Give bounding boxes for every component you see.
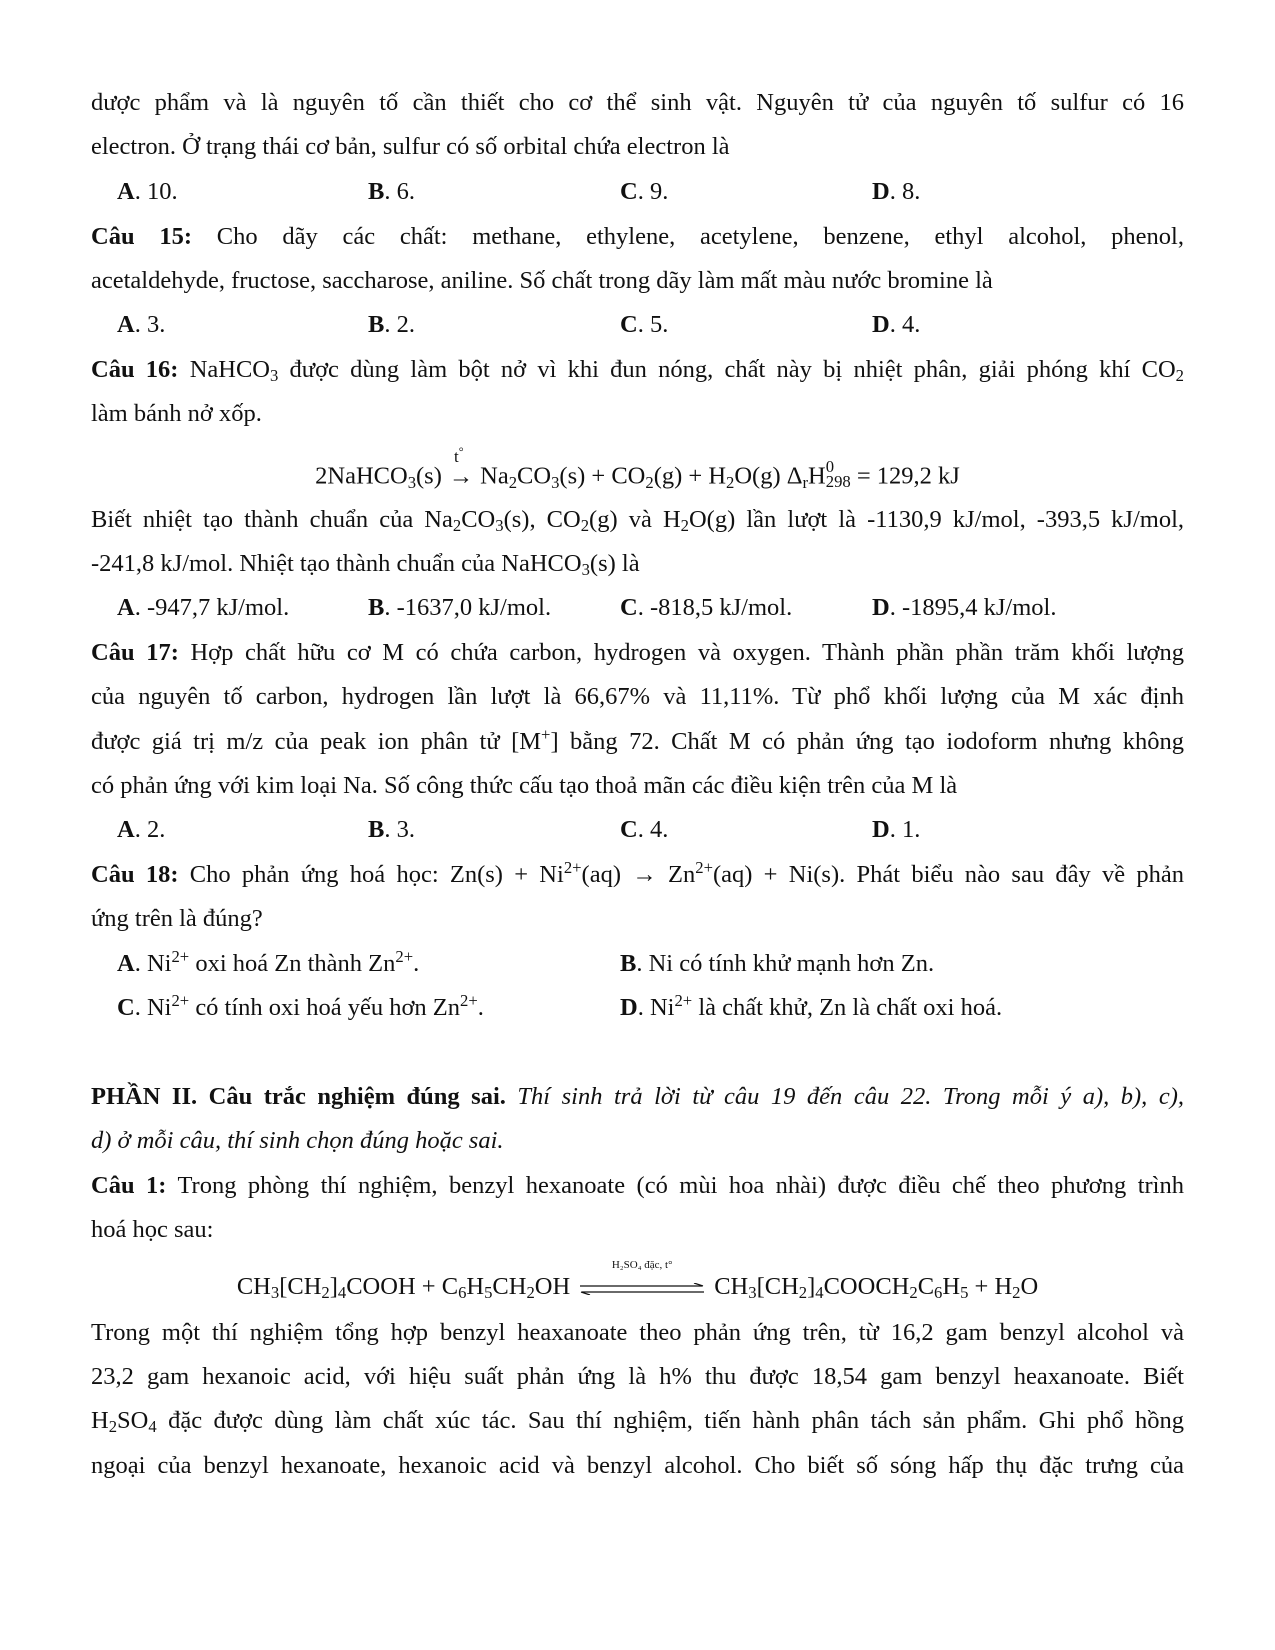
q18-option-c: C. $Ni^{2+}$ có tính oxi hoá yếu hơn $Zn^{2+}$.	[117, 990, 484, 1021]
q1-line-5: $H_2SO_4$ đặc được dùng làm chất xúc tác. Sau thí nghiệm, tiến hành phân tách sản phẩm. Ghi phổ hồng	[91, 1407, 1184, 1437]
q17-option-d: D. 1.	[872, 816, 921, 843]
q18-line-1: Câu 18: Cho phản ứng hoá học: $Zn(s) + Ni^{2+}(aq) \to Zn^{2+}(aq) + Ni(s)$. Phát biểu nào sau đây về phản	[91, 857, 1184, 888]
q16-line-4: -241,8 kJ/mol. Nhiệt tạo thành chuẩn của NaHCO$_3$(s) là	[91, 550, 640, 580]
part2-heading: PHẦN II. Câu trắc nghiệm đúng sai. Thí sinh trả lời từ câu 19 đến câu 22. Trong mỗi ý a), b), c),	[91, 1083, 1184, 1110]
q17-line-4: có phản ứng với kim loại Na. Số công thức cấu tạo thoả mãn các điều kiện trên của M là	[91, 772, 958, 799]
q16-option-a: A. -947,7 kJ/mol.	[117, 594, 290, 621]
reaction-arrow-heat: t° →	[448, 444, 474, 490]
q16-thermo-equation: 2NaHCO$_3$(s) t° → $Na_2CO_3(s) + CO_2(g) + H_2O(g)$ $\Delta_rH$ 0 298 = 129,2 kJ	[315, 444, 960, 492]
q15-option-c: C. 5.	[620, 311, 669, 338]
q18-option-b: B. Ni có tính khử mạnh hơn Zn.	[620, 950, 935, 977]
q18-option-d: D. $Ni^{2+}$ là chất khử, Zn là chất oxi hoá.	[620, 990, 1003, 1021]
q1-line-6: ngoại của benzyl hexanoate, hexanoic acid và benzyl alcohol. Cho biết số sóng hấp thụ đặc trưng của	[91, 1452, 1184, 1479]
q16-line-1: Câu 16: NaHCO$_3$ được dùng làm bột nở vì khi đun nóng, chất này bị nhiệt phân, giải phóng khí $CO_2$	[91, 356, 1184, 386]
q14-option-a: A. 10.	[117, 178, 178, 205]
q16-line-2: làm bánh nở xốp.	[91, 400, 262, 427]
q17-line-1: Câu 17: Hợp chất hữu cơ M có chứa carbon, hydrogen và oxygen. Thành phần phần trăm khối lượng	[91, 639, 1184, 666]
q16-line-3: Biết nhiệt tạo thành chuẩn của $Na_2CO_3(s)$, $CO_2(g)$ và $H_2O(g)$ lần lượt là -1130,9 kJ/mol, -393,5 kJ/mol,	[91, 506, 1185, 536]
q14-line-1: dược phẩm và là nguyên tố cần thiết cho cơ thể sinh vật. Nguyên tử của nguyên tố sulfur có 16	[91, 89, 1184, 116]
q16-option-d: D. -1895,4 kJ/mol.	[872, 594, 1057, 621]
equilibrium-arrow: H₂SO₄ đặc, t°	[578, 1273, 706, 1303]
q14-option-b: B. 6.	[368, 178, 415, 205]
q17-option-b: B. 3.	[368, 816, 415, 843]
q15-option-d: D. 4.	[872, 311, 921, 338]
q18-option-a: A. $Ni^{2+}$ oxi hoá Zn thành $Zn^{2+}$.	[117, 946, 420, 977]
q1-line-2: hoá học sau:	[91, 1216, 214, 1243]
q16-option-c: C. -818,5 kJ/mol.	[620, 594, 793, 621]
q18-line-2: ứng trên là đúng?	[91, 905, 263, 932]
q17-option-c: C. 4.	[620, 816, 669, 843]
q17-line-2: của nguyên tố carbon, hydrogen lần lượt là 66,67% và 11,11%. Từ phổ khối lượng của M xác định	[91, 683, 1184, 710]
q1-esterification-equation: $CH_3[CH_2]_4COOH + C_6H_5CH_2OH$ H₂SO₄ đặc, t° $CH_3[CH_2]_4COOCH_2C_6H_5 + H_2O$	[236, 1259, 1039, 1303]
q15-line-2: acetaldehyde, fructose, saccharose, aniline. Số chất trong dãy làm mất màu nước bromine là	[91, 267, 993, 294]
q1-line-1: Câu 1: Trong phòng thí nghiệm, benzyl hexanoate (có mùi hoa nhài) được điều chế theo phương trình	[91, 1172, 1184, 1199]
q14-option-c: C. 9.	[620, 178, 669, 205]
q15-option-b: B. 2.	[368, 311, 415, 338]
q1-line-3: Trong một thí nghiệm tổng hợp benzyl heaxanoate theo phản ứng trên, từ 16,2 gam benzyl alcohol và	[91, 1319, 1184, 1346]
part2-instruction: d) ở mỗi câu, thí sinh chọn đúng hoặc sai.	[91, 1127, 504, 1154]
q14-line-2: electron. Ở trạng thái cơ bản, sulfur có số orbital chứa electron là	[91, 133, 730, 160]
q1-line-4: 23,2 gam hexanoic acid, với hiệu suất phản ứng là h% thu được 18,54 gam benzyl heaxanoate. Biết	[91, 1363, 1184, 1390]
q16-option-b: B. -1637,0 kJ/mol.	[368, 594, 552, 621]
q14-option-d: D. 8.	[872, 178, 921, 205]
q17-option-a: A. 2.	[117, 816, 166, 843]
q15-line-1: Câu 15: Cho dãy các chất: methane, ethylene, acetylene, benzene, ethyl alcohol, phenol,	[91, 223, 1184, 250]
q15-option-a: A. 3.	[117, 311, 166, 338]
q17-line-3: được giá trị m/z của peak ion phân tử [M+] bằng 72. Chất M có phản ứng tạo iodoform nhưng không	[91, 724, 1184, 755]
